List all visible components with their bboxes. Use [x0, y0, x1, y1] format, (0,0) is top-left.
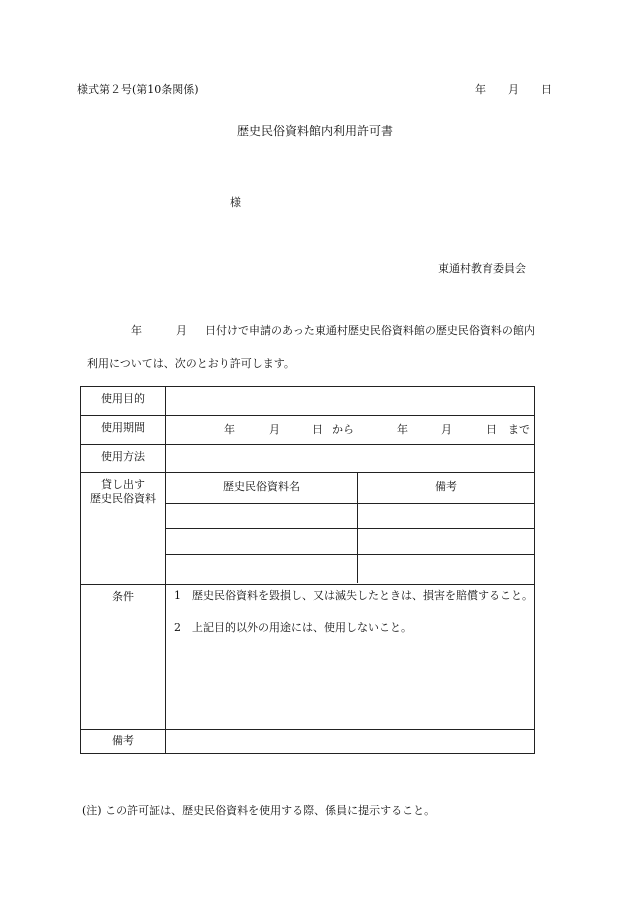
form-number: 様式第２号(第10条関係)	[77, 83, 199, 96]
table-row	[166, 503, 534, 528]
body-month-label: 月	[176, 324, 187, 337]
permit-table	[80, 386, 535, 754]
body-year-label: 年	[131, 324, 142, 337]
material-name-cell	[166, 503, 358, 528]
purpose-label: 使用目的	[101, 392, 145, 405]
period-end-month: 月	[441, 423, 452, 436]
method-label: 使用方法	[101, 450, 145, 463]
date-month-label: 月	[508, 83, 519, 96]
remarks-label: 備考	[112, 734, 134, 747]
period-fields	[166, 416, 534, 444]
footnote: (注) この許可証は、歴史民俗資料を使用する際、係員に提示すること。	[82, 804, 436, 817]
material-remarks-cell	[358, 554, 535, 583]
purpose-value-cell	[166, 387, 535, 416]
issuer-name: 東通村教育委員会	[438, 262, 526, 275]
date-day-label: 日	[541, 83, 552, 96]
material-remarks-header: 備考	[358, 473, 535, 503]
purpose-label-cell	[81, 387, 166, 416]
period-label: 使用期間	[101, 421, 145, 434]
period-value-cell	[166, 416, 535, 445]
period-label-cell	[81, 416, 166, 445]
material-name-header: 歴史民俗資料名	[166, 473, 358, 503]
conditions-label: 条件	[112, 590, 134, 603]
conditions-cell	[166, 585, 535, 730]
method-label-cell	[81, 445, 166, 473]
remarks-value-cell	[166, 730, 535, 754]
period-start-day: 日	[312, 423, 323, 436]
lent-materials-label-line2: 歴史民俗資料	[90, 492, 156, 506]
period-to: まで	[508, 423, 530, 436]
conditions-label-cell	[81, 585, 166, 730]
conditions-list	[166, 585, 534, 633]
period-end-year: 年	[397, 423, 408, 436]
period-start-year: 年	[224, 423, 235, 436]
date-year-label: 年	[475, 83, 486, 96]
materials-header-row	[166, 473, 534, 503]
addressee-honorific: 様	[230, 196, 241, 209]
method-value-cell	[166, 445, 535, 473]
material-name-cell	[166, 528, 358, 554]
table-row	[166, 528, 534, 554]
material-remarks-cell	[358, 503, 535, 528]
period-from: から	[332, 423, 354, 436]
lent-materials-grid	[166, 473, 534, 583]
material-remarks-cell	[358, 528, 535, 554]
table-row	[166, 554, 534, 583]
period-start-month: 月	[269, 423, 280, 436]
period-end-day: 日	[486, 423, 497, 436]
material-name-cell	[166, 554, 358, 583]
condition-item-2: 2 上記目的以外の用途には、使用しないこと。	[174, 621, 412, 634]
remarks-label-cell	[81, 730, 166, 754]
lent-materials-grid-cell	[166, 473, 535, 585]
document-title: 歴史民俗資料館内利用許可書	[236, 124, 393, 138]
body-text-line1: 日付けで申請のあった東通村歴史民俗資料館の歴史民俗資料の館内	[205, 324, 535, 337]
lent-materials-label-line1: 貸し出す	[101, 478, 145, 491]
condition-item-1: 1 歴史民俗資料を毀損し、又は滅失したときは、損害を賠償すること。	[174, 589, 533, 602]
body-text-line2: 利用については、次のとおり許可します。	[87, 357, 295, 370]
lent-materials-label-cell	[81, 473, 166, 585]
lent-materials-label	[81, 473, 165, 507]
